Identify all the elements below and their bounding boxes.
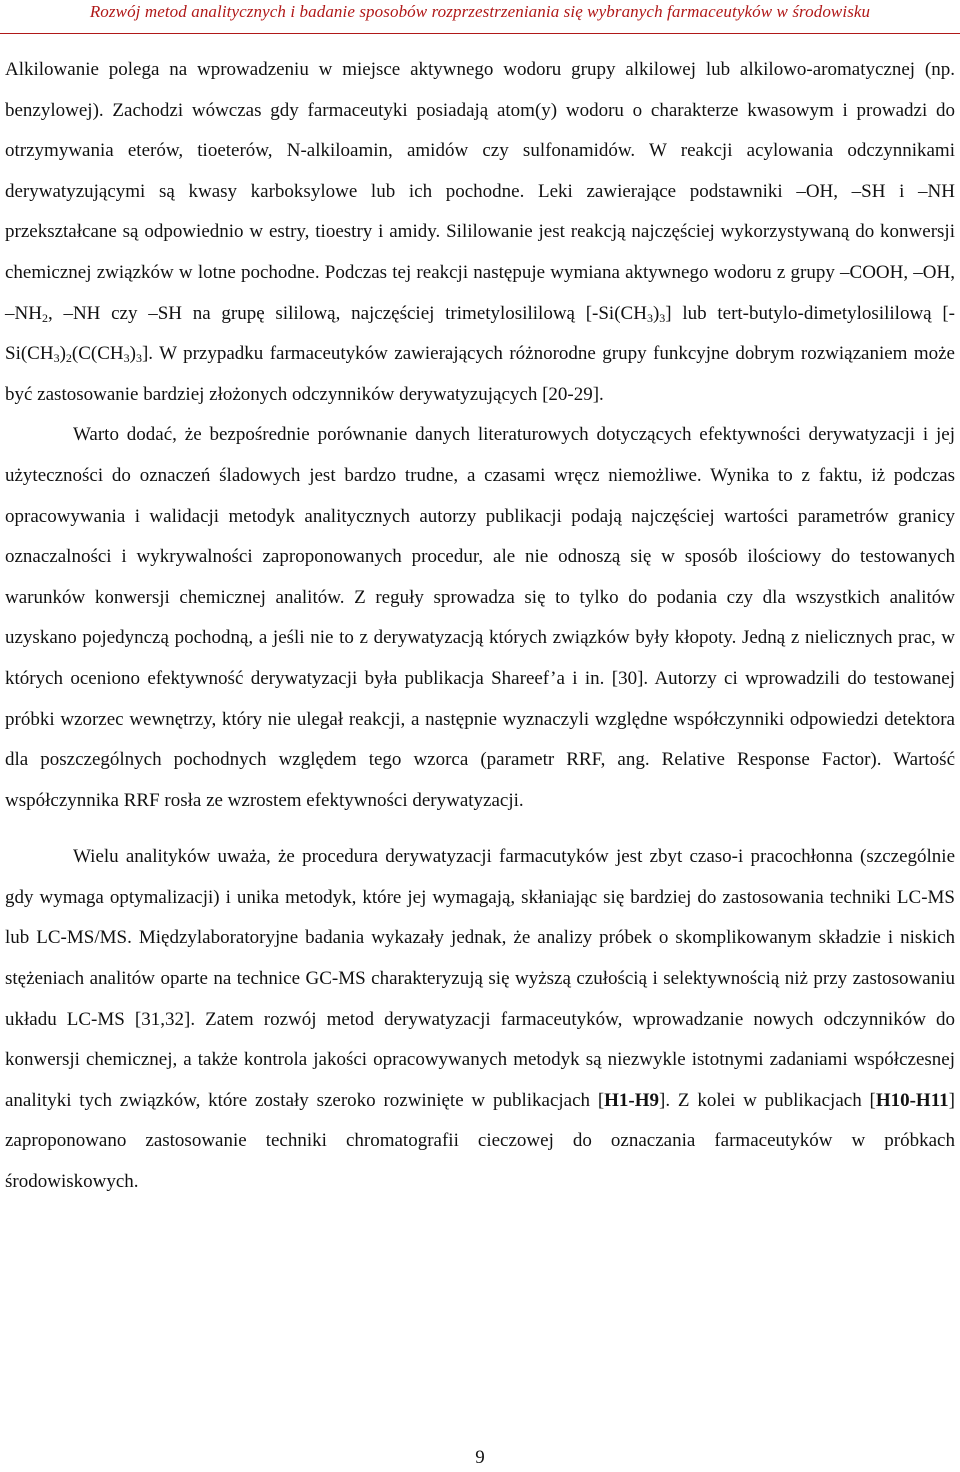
header-divider bbox=[0, 33, 960, 34]
paragraph-text: ) bbox=[59, 343, 66, 365]
paragraph-gc-ms-vs-lc-ms bbox=[5, 837, 955, 1202]
subscript: 2 bbox=[41, 310, 48, 325]
subscript: 2 bbox=[65, 351, 72, 366]
paragraph-text: Alkilowanie polega na wprowadzeniu w miejsce aktywnego wodoru grupy alkilowej lub alkilowo-aromatycznej (np. benzylowej). Zachodzi wówczas gdy farmaceutyki posiadają atom(y) wodoru o charakterze kwasowym i prowadzi do otrzymywania eterów, tioeterów, N-alkiloamin, amidów czy sulfonamidów. W reakcji acylowania odczynnikami derywatyzującymi są kwasy karboksylowe lub ich pochodne. Leki zawierające podstawniki –OH, –SH i –NH przekształcane są odpowiednio w estry, tioestry i amidy. Sililowanie jest reakcją najczęściej wykorzystywaną do konwersji chemicznej związków w lotne pochodne. Podczas tej reakcji następuje wymiana aktywnego wodoru z grupy –COOH, –OH, –NH bbox=[5, 59, 955, 324]
paragraph-text: , –NH czy –SH na grupę sililową, najczęściej trimetylosililową [-Si(CH bbox=[47, 302, 647, 324]
running-header bbox=[0, 0, 960, 40]
paragraph-text: ) bbox=[652, 302, 660, 324]
paragraph-derivatization-methods bbox=[5, 50, 955, 415]
paragraph-literature-comparison: Warto dodać, że bezpośrednie porównanie danych literaturowych dotyczących efektywności derywatyzacji i jej użyteczności do oznaczeń śladowych jest bardzo trudne, a czasami wręcz niemożliwe. Wynika to z faktu, iż podczas opracowywania i walidacji metodyk analitycznych autorzy publikacji podają najczęściej wartości parametrów granicy oznaczalności i wykrywalności zaproponowanych procedur, ale nie odnoszą się w sposób ilościowy do testowanych warunków konwersji chemicznej analitów. Z reguły sprowadza się to tylko do podania czy dla wszystkich analitów uzyskano pojedynczą pochodną, a jeśli nie to z derywatyzacją których związków były kłopoty. Jedną z nielicznych prac, w których oceniono efektywność derywatyzacji była publikacja Shareef’a i in. [30]. Autorzy ci wprowadzili do testowanej próbki wzorzec wewnętrzy, który nie ulegał reakcji, a następnie wyznaczyli względne współczynniki odpowiedzi detektora dla poszczególnych pochodnych względem tego wzorca (parametr RRF, ang. Relative Response Factor). Wartość współczynnika RRF rosła ze wzrostem efektywności derywatyzacji. bbox=[5, 424, 955, 811]
subscript: 3 bbox=[659, 310, 666, 325]
running-header-title: Rozwój metod analitycznych i badanie sposobów rozprzestrzeniania się wybranych farmaceutyków w środowisku bbox=[89, 2, 871, 21]
paragraph-text: ] lub tert-butylo-dimetylosililową [-Si(CH bbox=[5, 302, 955, 365]
page-number: 9 bbox=[475, 1447, 485, 1468]
subscript: 3 bbox=[53, 351, 60, 366]
publication-reference: H10-H11 bbox=[875, 1089, 949, 1111]
paragraph-text: ) bbox=[129, 343, 136, 365]
paragraph-text: ]. W przypadku farmaceutyków zawierających różnorodne grupy funkcyjne dobrym rozwiązaniem może być zastosowanie bardziej złożonych odczynników derywatyzujących [20-29]. bbox=[5, 343, 955, 405]
paragraph-text: ] zaproponowano zastosowanie techniki chromatografii cieczowej do oznaczania farmaceutyków w próbkach środowiskowych. bbox=[5, 1089, 955, 1193]
paragraph-text: Wielu analityków uważa, że procedura derywatyzacji farmacutyków jest zbyt czaso-i pracochłonna (szczególnie gdy wymaga optymalizacji) i unika metodyk, które jej wymagają, skłaniając się bardziej do zastosowania techniki LC-MS lub LC-MS/MS. Międzylaboratoryjne badania wykazały jednak, że analizy próbek o skomplikowanym składzie i niskich stężeniach analitów oparte na technice GC-MS charakteryzują się wyższą czułością i selektywnością niż przy zastosowaniu układu LC-MS [31,32]. Zatem rozwój metod derywatyzacji farmaceutyków, wprowadzanie nowych odczynników do konwersji chemicznej, a także kontrola jakości opracowywanych metodyk są niezwykle istotnymi zadaniami współczesnej analityki tych związków, które zostały szeroko rozwinięte w publikacjach [ bbox=[5, 846, 955, 1111]
subscript: 3 bbox=[135, 351, 142, 366]
paragraph-text: (C(CH bbox=[71, 343, 124, 365]
subscript: 3 bbox=[646, 310, 653, 325]
paragraph-text: ]. Z kolei w publikacjach [ bbox=[659, 1089, 876, 1111]
document-body bbox=[5, 50, 955, 1203]
publication-reference: H1-H9 bbox=[604, 1089, 660, 1111]
subscript: 3 bbox=[123, 351, 130, 366]
